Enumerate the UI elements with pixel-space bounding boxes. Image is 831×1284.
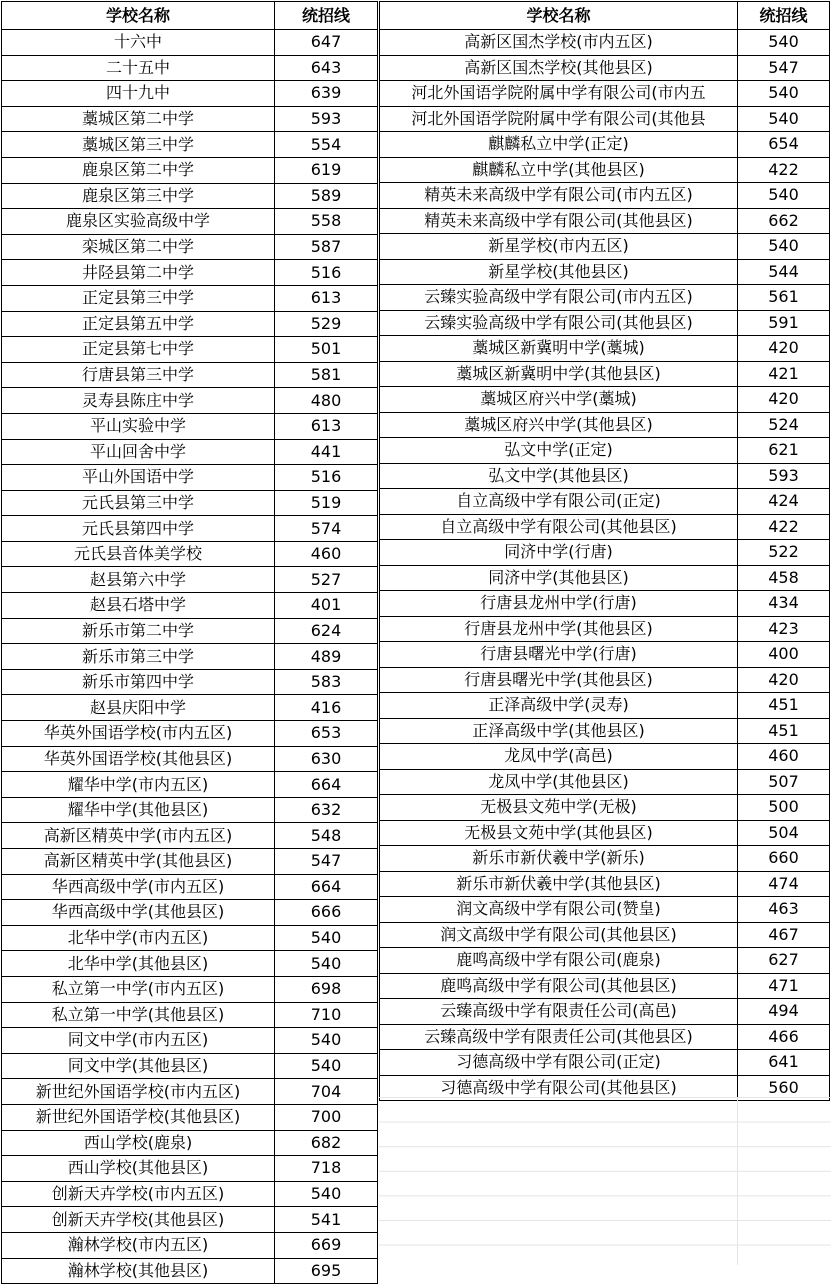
table-row — [2, 900, 378, 926]
score-cell: 613 — [275, 285, 378, 311]
score-cell: 632 — [275, 797, 378, 823]
table-row — [2, 183, 378, 209]
score-cell: 639 — [275, 81, 378, 107]
score-cell: 540 — [275, 1181, 378, 1207]
score-cell: 420 — [738, 387, 830, 413]
table-row — [380, 514, 830, 540]
score-cell: 548 — [275, 823, 378, 849]
school-name-cell: 行唐县曙光中学(行唐) — [380, 642, 738, 668]
school-name-cell: 创新天卉学校(其他县区) — [2, 1207, 275, 1233]
school-name-cell: 平山回舍中学 — [2, 439, 275, 465]
school-name-cell: 二十五中 — [2, 55, 275, 81]
table-row — [2, 81, 378, 107]
school-name-cell: 藁城区府兴中学(藁城) — [380, 387, 738, 413]
school-name-cell: 华西高级中学(市内五区) — [2, 874, 275, 900]
table-row — [2, 30, 378, 56]
score-cell: 624 — [275, 618, 378, 644]
score-cell: 704 — [275, 1079, 378, 1105]
table-row — [2, 106, 378, 132]
table-row — [380, 234, 830, 260]
table-row — [380, 973, 830, 999]
score-cell: 434 — [738, 591, 830, 617]
empty-grid-divider — [737, 1097, 738, 1265]
school-name-cell: 新星学校(其他县区) — [380, 259, 738, 285]
school-name-cell: 西山学校(其他县区) — [2, 1156, 275, 1182]
score-cell: 421 — [738, 361, 830, 387]
school-name-cell: 习德高级中学有限公司(正定) — [380, 1050, 738, 1076]
score-cell: 698 — [275, 976, 378, 1002]
score-cell: 630 — [275, 746, 378, 772]
score-cell: 460 — [275, 541, 378, 567]
school-name-cell: 鹿鸣高级中学有限公司(其他县区) — [380, 973, 738, 999]
school-name-cell: 自立高级中学有限公司(正定) — [380, 489, 738, 515]
school-name-cell: 行唐县曙光中学(其他县区) — [380, 667, 738, 693]
table-row — [2, 1053, 378, 1079]
table-row — [2, 1130, 378, 1156]
score-cell: 527 — [275, 567, 378, 593]
table-row — [380, 208, 830, 234]
school-name-cell: 新世纪外国语学校(其他县区) — [2, 1104, 275, 1130]
table-row — [380, 897, 830, 923]
school-name-cell: 麒麟私立中学(其他县区) — [380, 157, 738, 183]
table-row — [2, 772, 378, 798]
header-school-name: 学校名称 — [2, 2, 275, 30]
school-name-cell: 高新区国杰学校(其他县区) — [380, 55, 738, 81]
table-row — [380, 259, 830, 285]
score-cell: 540 — [275, 951, 378, 977]
school-name-cell: 华西高级中学(其他县区) — [2, 900, 275, 926]
score-cell: 621 — [738, 438, 830, 464]
table-row — [2, 1258, 378, 1284]
school-name-cell: 无极县文苑中学(无极) — [380, 795, 738, 821]
score-cell: 641 — [738, 1050, 830, 1076]
score-cell: 558 — [275, 209, 378, 235]
right-score-table — [379, 1, 830, 1101]
table-row — [380, 30, 830, 56]
score-cell: 589 — [275, 183, 378, 209]
score-cell: 424 — [738, 489, 830, 515]
table-row — [380, 846, 830, 872]
score-cell: 662 — [738, 208, 830, 234]
school-name-cell: 鹿鸣高级中学有限公司(鹿泉) — [380, 948, 738, 974]
header-score: 统招线 — [738, 2, 830, 30]
school-name-cell: 瀚林学校(市内五区) — [2, 1232, 275, 1258]
table-row — [380, 922, 830, 948]
table-row — [380, 387, 830, 413]
school-name-cell: 润文高级中学有限公司(其他县区) — [380, 922, 738, 948]
table-row — [380, 1050, 830, 1076]
score-cell: 540 — [738, 106, 830, 132]
table-row — [2, 644, 378, 670]
score-cell: 416 — [275, 695, 378, 721]
score-cell: 647 — [275, 30, 378, 56]
school-name-cell: 行唐县龙州中学(行唐) — [380, 591, 738, 617]
school-name-cell: 习德高级中学有限公司(其他县区) — [380, 1075, 738, 1101]
score-cell: 458 — [738, 565, 830, 591]
table-row — [380, 361, 830, 387]
header-row — [380, 2, 830, 30]
table-row — [2, 797, 378, 823]
school-name-cell: 四十九中 — [2, 81, 275, 107]
school-name-cell: 华英外国语学校(其他县区) — [2, 746, 275, 772]
score-cell: 441 — [275, 439, 378, 465]
table-row — [2, 1104, 378, 1130]
score-cell: 583 — [275, 669, 378, 695]
score-cell: 561 — [738, 285, 830, 311]
empty-grid-area — [379, 1097, 831, 1265]
table-row — [380, 132, 830, 158]
table-row — [380, 438, 830, 464]
school-name-cell: 无极县文苑中学(其他县区) — [380, 820, 738, 846]
score-cell: 613 — [275, 413, 378, 439]
table-row — [2, 55, 378, 81]
score-cell: 581 — [275, 362, 378, 388]
score-cell: 420 — [738, 336, 830, 362]
score-cell: 560 — [738, 1075, 830, 1101]
score-cell: 451 — [738, 693, 830, 719]
table-row — [2, 1156, 378, 1182]
school-name-cell: 平山外国语中学 — [2, 465, 275, 491]
school-name-cell: 新乐市新伏羲中学(新乐) — [380, 846, 738, 872]
score-cell: 653 — [275, 721, 378, 747]
table-row — [2, 849, 378, 875]
score-cell: 591 — [738, 310, 830, 336]
table-row — [2, 516, 378, 542]
score-cell: 420 — [738, 667, 830, 693]
school-name-cell: 正泽高级中学(灵寿) — [380, 693, 738, 719]
school-name-cell: 龙凤中学(其他县区) — [380, 769, 738, 795]
table-row — [380, 463, 830, 489]
school-name-cell: 鹿泉区第三中学 — [2, 183, 275, 209]
score-cell: 519 — [275, 490, 378, 516]
table-row — [380, 871, 830, 897]
school-name-cell: 华英外国语学校(市内五区) — [2, 721, 275, 747]
score-cell: 547 — [275, 849, 378, 875]
score-cell: 654 — [738, 132, 830, 158]
table-row — [2, 465, 378, 491]
score-cell: 524 — [738, 412, 830, 438]
score-cell: 695 — [275, 1258, 378, 1284]
score-cell: 540 — [738, 81, 830, 107]
score-cell: 643 — [275, 55, 378, 81]
score-cell: 467 — [738, 922, 830, 948]
table-row — [380, 616, 830, 642]
table-row — [380, 820, 830, 846]
header-score: 统招线 — [275, 2, 378, 30]
school-name-cell: 新乐市第三中学 — [2, 644, 275, 670]
school-name-cell: 平山实验中学 — [2, 413, 275, 439]
table-row — [2, 874, 378, 900]
school-name-cell: 灵寿县陈庄中学 — [2, 388, 275, 414]
table-row — [2, 925, 378, 951]
school-name-cell: 藁城区第二中学 — [2, 106, 275, 132]
school-name-cell: 私立第一中学(市内五区) — [2, 976, 275, 1002]
table-row — [2, 260, 378, 286]
table-row — [380, 591, 830, 617]
school-name-cell: 高新区精英中学(市内五区) — [2, 823, 275, 849]
score-cell: 466 — [738, 1024, 830, 1050]
score-cell: 460 — [738, 744, 830, 770]
table-row — [2, 311, 378, 337]
score-cell: 504 — [738, 820, 830, 846]
school-name-cell: 鹿泉区第二中学 — [2, 157, 275, 183]
table-row — [2, 388, 378, 414]
header-school-name: 学校名称 — [380, 2, 738, 30]
school-name-cell: 元氏县音体美学校 — [2, 541, 275, 567]
table-row — [380, 183, 830, 209]
score-cell: 401 — [275, 593, 378, 619]
score-cell: 422 — [738, 157, 830, 183]
table-row — [2, 541, 378, 567]
school-name-cell: 新乐市第二中学 — [2, 618, 275, 644]
header-row — [2, 2, 378, 30]
school-name-cell: 弘文中学(正定) — [380, 438, 738, 464]
school-name-cell: 元氏县第三中学 — [2, 490, 275, 516]
score-cell: 664 — [275, 772, 378, 798]
table-row — [2, 157, 378, 183]
school-name-cell: 赵县庆阳中学 — [2, 695, 275, 721]
school-name-cell: 新乐市第四中学 — [2, 669, 275, 695]
table-row — [380, 412, 830, 438]
score-cell: 474 — [738, 871, 830, 897]
score-cell: 489 — [275, 644, 378, 670]
table-row — [2, 132, 378, 158]
score-cell: 494 — [738, 999, 830, 1025]
school-name-cell: 高新区国杰学校(市内五区) — [380, 30, 738, 56]
table-row — [2, 721, 378, 747]
score-cell: 541 — [275, 1207, 378, 1233]
score-cell: 522 — [738, 540, 830, 566]
table-row — [2, 951, 378, 977]
score-cell: 593 — [275, 106, 378, 132]
school-name-cell: 藁城区第三中学 — [2, 132, 275, 158]
left-score-table — [1, 1, 378, 1284]
table-row — [2, 362, 378, 388]
score-cell: 666 — [275, 900, 378, 926]
school-name-cell: 北华中学(市内五区) — [2, 925, 275, 951]
table-row — [380, 310, 830, 336]
school-name-cell: 赵县第六中学 — [2, 567, 275, 593]
table-row — [380, 693, 830, 719]
school-name-cell: 新乐市新伏羲中学(其他县区) — [380, 871, 738, 897]
score-cell: 516 — [275, 465, 378, 491]
score-cell: 593 — [738, 463, 830, 489]
table-row — [380, 948, 830, 974]
score-cell: 540 — [275, 925, 378, 951]
school-name-cell: 耀华中学(市内五区) — [2, 772, 275, 798]
school-name-cell: 高新区精英中学(其他县区) — [2, 849, 275, 875]
school-name-cell: 鹿泉区实验高级中学 — [2, 209, 275, 235]
table-row — [2, 1028, 378, 1054]
table-row — [380, 795, 830, 821]
school-name-cell: 精英未来高级中学有限公司(市内五区) — [380, 183, 738, 209]
table-row — [380, 285, 830, 311]
score-cell: 547 — [738, 55, 830, 81]
score-cell: 710 — [275, 1002, 378, 1028]
school-name-cell: 同文中学(市内五区) — [2, 1028, 275, 1054]
table-row — [380, 157, 830, 183]
school-name-cell: 行唐县第三中学 — [2, 362, 275, 388]
table-row — [2, 1079, 378, 1105]
school-name-cell: 云臻实验高级中学有限公司(其他县区) — [380, 310, 738, 336]
school-name-cell: 正定县第七中学 — [2, 337, 275, 363]
table-row — [2, 976, 378, 1002]
score-cell: 516 — [275, 260, 378, 286]
table-row — [2, 618, 378, 644]
school-name-cell: 井陉县第二中学 — [2, 260, 275, 286]
table-row — [380, 489, 830, 515]
table-row — [380, 1024, 830, 1050]
score-cell: 480 — [275, 388, 378, 414]
score-cell: 669 — [275, 1232, 378, 1258]
score-cell: 422 — [738, 514, 830, 540]
school-name-cell: 正定县第五中学 — [2, 311, 275, 337]
school-name-cell: 正泽高级中学(其他县区) — [380, 718, 738, 744]
school-name-cell: 北华中学(其他县区) — [2, 951, 275, 977]
table-row — [2, 1181, 378, 1207]
table-row — [380, 718, 830, 744]
table-row — [2, 234, 378, 260]
table-row — [380, 999, 830, 1025]
table-row — [380, 667, 830, 693]
school-name-cell: 麒麟私立中学(正定) — [380, 132, 738, 158]
table-row — [380, 81, 830, 107]
school-name-cell: 河北外国语学院附属中学有限公司(市内五 — [380, 81, 738, 107]
score-cell: 700 — [275, 1104, 378, 1130]
table-row — [2, 695, 378, 721]
score-cell: 540 — [275, 1028, 378, 1054]
table-row — [2, 669, 378, 695]
school-name-cell: 赵县石塔中学 — [2, 593, 275, 619]
table-row — [380, 565, 830, 591]
score-cell: 554 — [275, 132, 378, 158]
school-name-cell: 同济中学(行唐) — [380, 540, 738, 566]
table-row — [2, 1002, 378, 1028]
table-row — [380, 540, 830, 566]
school-name-cell: 新世纪外国语学校(市内五区) — [2, 1079, 275, 1105]
table-row — [2, 1207, 378, 1233]
school-name-cell: 藁城区新冀明中学(其他县区) — [380, 361, 738, 387]
school-name-cell: 行唐县龙州中学(其他县区) — [380, 616, 738, 642]
table-row — [380, 106, 830, 132]
school-name-cell: 西山学校(鹿泉) — [2, 1130, 275, 1156]
school-name-cell: 云臻高级中学有限责任公司(其他县区) — [380, 1024, 738, 1050]
table-row — [2, 490, 378, 516]
school-name-cell: 精英未来高级中学有限公司(其他县区) — [380, 208, 738, 234]
school-name-cell: 云臻高级中学有限责任公司(高邑) — [380, 999, 738, 1025]
table-row — [380, 769, 830, 795]
score-cell: 619 — [275, 157, 378, 183]
score-cell: 627 — [738, 948, 830, 974]
school-name-cell: 弘文中学(其他县区) — [380, 463, 738, 489]
score-cell: 500 — [738, 795, 830, 821]
score-cell: 660 — [738, 846, 830, 872]
score-cell: 451 — [738, 718, 830, 744]
school-name-cell: 同文中学(其他县区) — [2, 1053, 275, 1079]
table-row — [2, 593, 378, 619]
school-name-cell: 瀚林学校(其他县区) — [2, 1258, 275, 1284]
table-row — [2, 285, 378, 311]
score-cell: 540 — [738, 30, 830, 56]
score-cell: 507 — [738, 769, 830, 795]
school-name-cell: 正定县第三中学 — [2, 285, 275, 311]
school-name-cell: 润文高级中学有限公司(赞皇) — [380, 897, 738, 923]
school-name-cell: 元氏县第四中学 — [2, 516, 275, 542]
table-row — [2, 209, 378, 235]
table-row — [2, 823, 378, 849]
score-cell: 400 — [738, 642, 830, 668]
score-cell: 574 — [275, 516, 378, 542]
table-row — [380, 55, 830, 81]
table-row — [2, 439, 378, 465]
score-cell: 664 — [275, 874, 378, 900]
school-name-cell: 耀华中学(其他县区) — [2, 797, 275, 823]
school-name-cell: 自立高级中学有限公司(其他县区) — [380, 514, 738, 540]
score-cell: 471 — [738, 973, 830, 999]
score-cell: 540 — [738, 183, 830, 209]
school-name-cell: 新星学校(市内五区) — [380, 234, 738, 260]
table-row — [2, 567, 378, 593]
school-name-cell: 龙凤中学(高邑) — [380, 744, 738, 770]
score-cell: 423 — [738, 616, 830, 642]
school-name-cell: 云臻实验高级中学有限公司(市内五区) — [380, 285, 738, 311]
school-name-cell: 十六中 — [2, 30, 275, 56]
score-cell: 540 — [275, 1053, 378, 1079]
score-cell: 529 — [275, 311, 378, 337]
table-row — [2, 746, 378, 772]
school-name-cell: 栾城区第二中学 — [2, 234, 275, 260]
score-cell: 501 — [275, 337, 378, 363]
table-row — [2, 337, 378, 363]
score-cell: 682 — [275, 1130, 378, 1156]
score-cell: 718 — [275, 1156, 378, 1182]
score-cell: 544 — [738, 259, 830, 285]
score-cell: 587 — [275, 234, 378, 260]
table-row — [380, 642, 830, 668]
score-cell: 540 — [738, 234, 830, 260]
table-row — [2, 1232, 378, 1258]
table-row — [380, 744, 830, 770]
school-name-cell: 创新天卉学校(市内五区) — [2, 1181, 275, 1207]
table-row — [2, 413, 378, 439]
school-name-cell: 私立第一中学(其他县区) — [2, 1002, 275, 1028]
table-row — [380, 336, 830, 362]
school-name-cell: 藁城区府兴中学(其他县区) — [380, 412, 738, 438]
score-cell: 463 — [738, 897, 830, 923]
school-name-cell: 同济中学(其他县区) — [380, 565, 738, 591]
school-name-cell: 河北外国语学院附属中学有限公司(其他县 — [380, 106, 738, 132]
school-name-cell: 藁城区新冀明中学(藁城) — [380, 336, 738, 362]
